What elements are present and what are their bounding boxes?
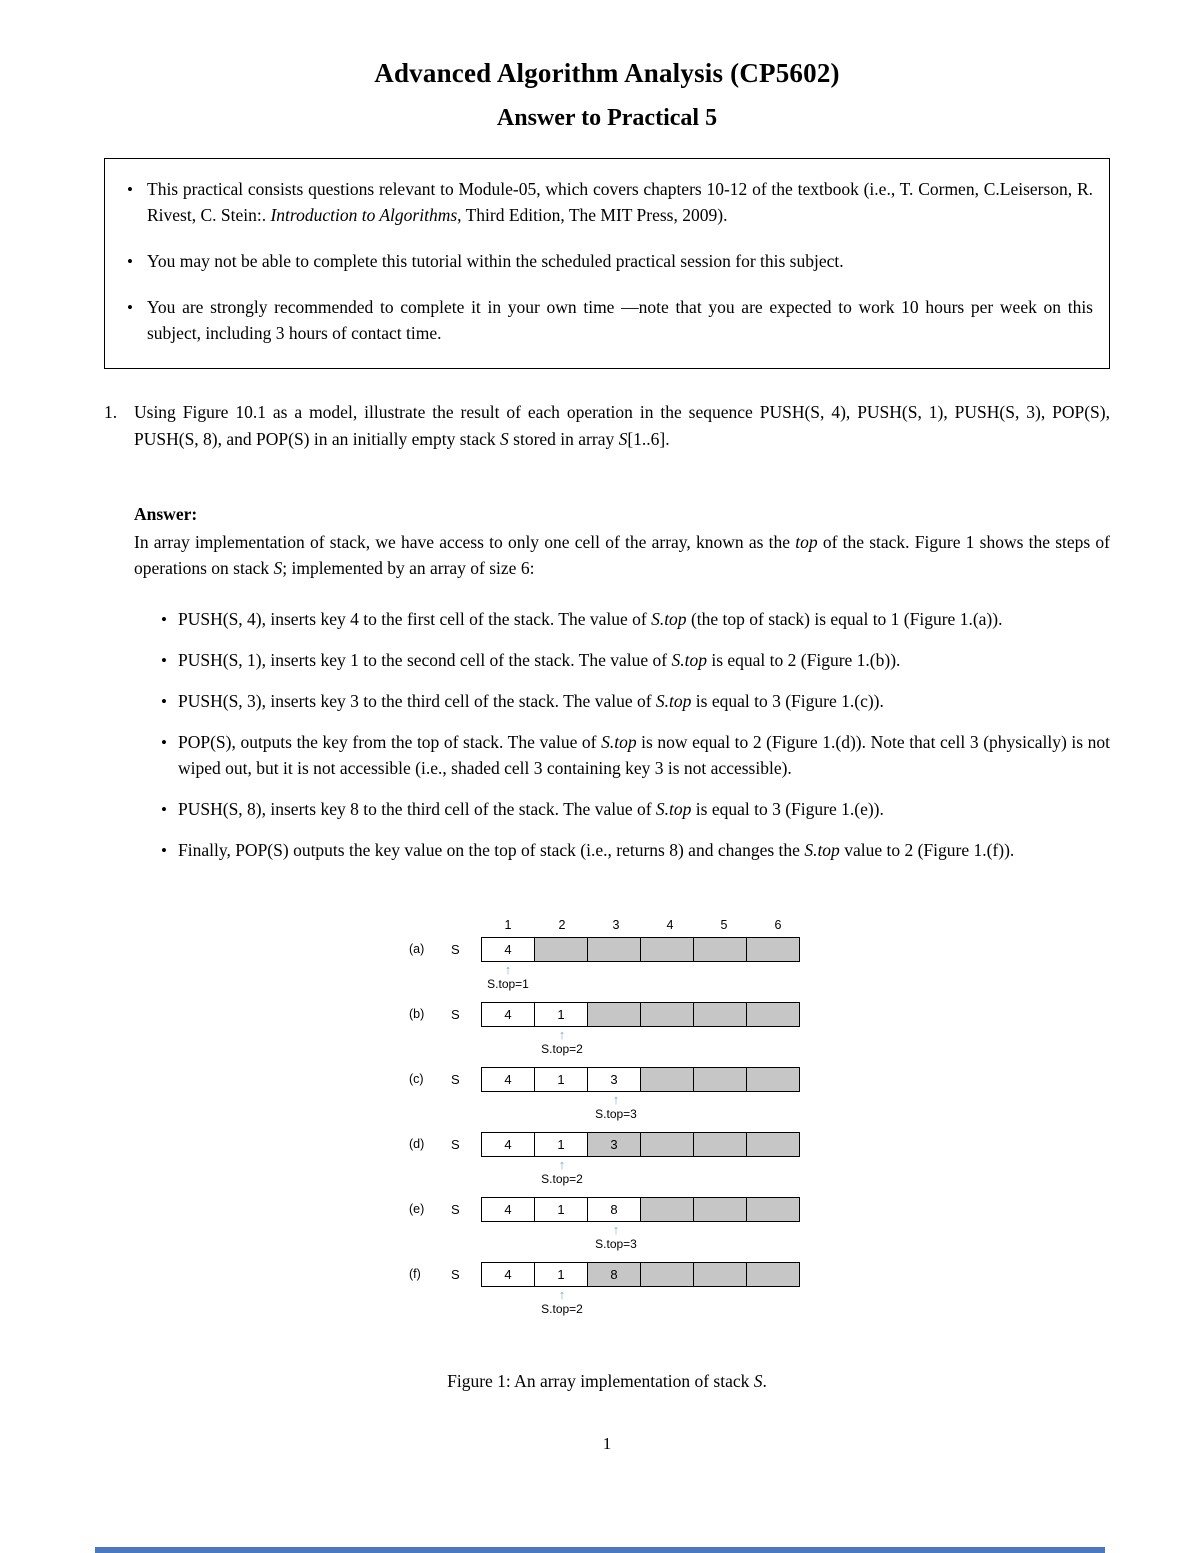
- stack-cell: 3: [588, 1068, 641, 1091]
- answer-section: [134, 504, 1110, 864]
- stack-cell: [694, 1133, 747, 1156]
- top-pointer-row: [409, 1092, 805, 1130]
- text-segment: You are strongly recommended to complete it in your own time —note that you are expected to work 10 hours per week on this subject, including 3 hours of contact time.: [147, 296, 1093, 343]
- stack-cell: [641, 938, 694, 961]
- top-pointer-label: S.top=2: [541, 1301, 583, 1316]
- answer-bullet-text: [178, 730, 1110, 782]
- array-name: S: [451, 1071, 460, 1087]
- stack-cell: [588, 938, 641, 961]
- bullet-icon: •: [161, 840, 167, 860]
- stack-state-row: [409, 1067, 805, 1130]
- stack-array-line: [409, 1197, 805, 1222]
- text-segment: is equal to 3 (Figure 1.(c)).: [691, 691, 884, 712]
- stack-cell: 8: [588, 1198, 641, 1221]
- text-segment: value to 2 (Figure 1.(f)).: [839, 839, 1015, 860]
- stack-cell: [694, 1198, 747, 1221]
- arrow-up-icon: ↑: [558, 1286, 566, 1302]
- answer-bullet-text: [178, 607, 1110, 633]
- text-segment: S.top: [601, 732, 637, 753]
- answer-bullet-text: [178, 838, 1110, 864]
- stack-cell: 3: [588, 1133, 641, 1156]
- stack-cell: [694, 938, 747, 961]
- text-segment: You may not be able to complete this tutorial within the scheduled practical session for this subject.: [147, 250, 844, 271]
- stack-cell: 4: [482, 1068, 535, 1091]
- stack-array: [481, 1067, 800, 1092]
- notice-box: [104, 158, 1110, 369]
- text-segment: S: [618, 428, 628, 449]
- answer-label: Answer:: [134, 503, 198, 524]
- stack-cell: [694, 1263, 747, 1286]
- stack-cell: [641, 1003, 694, 1026]
- text-segment: of the stack. Figure 1 shows the steps of operations on stack: [134, 531, 1111, 579]
- arrow-up-icon: ↑: [612, 1091, 620, 1107]
- figure-caption: [104, 1371, 1110, 1392]
- row-label: (d): [409, 1137, 425, 1152]
- text-segment: S.top: [804, 839, 840, 860]
- top-pointer-label: S.top=3: [595, 1236, 637, 1251]
- arrow-up-icon: ↑: [612, 1221, 620, 1237]
- stack-array-line: [409, 1132, 805, 1157]
- stack-cell: 4: [482, 1003, 535, 1026]
- text-segment: top: [795, 531, 818, 552]
- text-segment: S.top: [651, 609, 687, 630]
- text-segment: .: [762, 1370, 767, 1391]
- top-pointer-row: [409, 1287, 805, 1325]
- notice-item: [113, 249, 1093, 275]
- array-name: S: [451, 1136, 460, 1152]
- figure-stack-diagram: [409, 918, 805, 1325]
- answer-bullet: [134, 797, 1110, 823]
- stack-array-line: [409, 1067, 805, 1092]
- answer-bullet: [134, 607, 1110, 633]
- text-segment: Introduction to Algorithms: [270, 204, 458, 225]
- stack-cell: [747, 1068, 800, 1091]
- bullet-icon: •: [127, 180, 133, 199]
- text-segment: This practical consists questions relevant to Module-05, which covers chapters 10-12 of the textbook (i.e., T. Cormen, C.Leiserson, R. Rivest, C. Stein:.: [147, 179, 1093, 225]
- stack-cell: 1: [535, 1198, 588, 1221]
- stack-cell: [641, 1263, 694, 1286]
- page-title: Advanced Algorithm Analysis (CP5602): [374, 58, 840, 88]
- array-name: S: [451, 941, 460, 957]
- top-pointer-label: S.top=2: [541, 1171, 583, 1186]
- array-name: S: [451, 1266, 460, 1282]
- column-index-label: 2: [558, 917, 566, 932]
- figure-rows: [409, 937, 805, 1325]
- question-1: [104, 399, 1110, 452]
- stack-array: [481, 1197, 800, 1222]
- stack-cell: 1: [535, 1068, 588, 1091]
- top-pointer-row: [409, 1027, 805, 1065]
- text-segment: ; implemented by an array of size 6:: [282, 558, 535, 579]
- text-segment: S: [753, 1370, 763, 1391]
- column-index-label: 4: [666, 917, 674, 932]
- text-segment: PUSH(S, 4), inserts key 4 to the first cell of the stack. The value of: [178, 609, 652, 630]
- text-segment: Finally, POP(S) outputs the key value on the top of stack (i.e., returns 8) and changes the: [178, 839, 805, 860]
- answer-bullet: [134, 648, 1110, 674]
- top-pointer: [541, 1158, 583, 1186]
- text-segment: (the top of stack) is equal to 1 (Figure 1.(a)).: [686, 609, 1003, 630]
- stack-cell: 1: [535, 1133, 588, 1156]
- answer-bullet-text: [178, 648, 1110, 674]
- row-label: (e): [409, 1202, 425, 1217]
- stack-cell: [694, 1068, 747, 1091]
- row-label: (b): [409, 1007, 425, 1022]
- column-index-label: 5: [720, 917, 728, 932]
- text-segment: is equal to 2 (Figure 1.(b)).: [706, 650, 901, 671]
- top-pointer-row: [409, 1157, 805, 1195]
- page-number: 1: [602, 1433, 612, 1453]
- top-pointer-label: S.top=2: [541, 1041, 583, 1056]
- arrow-up-icon: ↑: [558, 1026, 566, 1042]
- figure-column-headers: [481, 918, 805, 932]
- top-pointer: [541, 1288, 583, 1316]
- stack-cell: 1: [535, 1263, 588, 1286]
- stack-state-row: [409, 1262, 805, 1325]
- text-segment: Using Figure 10.1 as a model, illustrate the result of each operation in the sequence PUSH(S, 4), PUSH(S, 1), PUSH(S, 3), POP(S), PUSH(S, 8), and POP(S) in an initially empty stack: [134, 402, 1110, 449]
- stack-cell: 1: [535, 1003, 588, 1026]
- top-pointer-row: [409, 1222, 805, 1260]
- top-pointer-row: [409, 962, 805, 1000]
- stack-cell: 8: [588, 1263, 641, 1286]
- stack-cell: [747, 1263, 800, 1286]
- stack-array: [481, 1262, 800, 1287]
- top-pointer: [487, 963, 529, 991]
- stack-cell: 4: [482, 938, 535, 961]
- row-label: (a): [409, 942, 425, 957]
- notice-text: [147, 295, 1093, 347]
- answer-bullet: [134, 730, 1110, 782]
- stack-state-row: [409, 1132, 805, 1195]
- text-segment: is equal to 3 (Figure 1.(e)).: [691, 798, 884, 819]
- stack-array: [481, 937, 800, 962]
- text-segment: S.top: [655, 798, 692, 819]
- text-segment: S: [273, 558, 283, 579]
- notice-item: [113, 177, 1093, 229]
- bottom-edge-bar: [95, 1547, 1105, 1553]
- answer-bullet-text: [178, 689, 1110, 715]
- stack-array: [481, 1002, 800, 1027]
- stack-cell: [588, 1003, 641, 1026]
- stack-cell: [641, 1198, 694, 1221]
- text-segment: Figure 1: An array implementation of stack: [447, 1370, 754, 1391]
- answer-intro: [134, 529, 1110, 582]
- stack-array-line: [409, 1002, 805, 1027]
- stack-cell: 4: [482, 1133, 535, 1156]
- question-number: 1.: [104, 402, 118, 423]
- stack-cell: [747, 1198, 800, 1221]
- column-index-label: 3: [612, 917, 620, 932]
- bullet-icon: •: [127, 297, 133, 317]
- bullet-icon: •: [127, 251, 133, 271]
- top-pointer-label: S.top=3: [595, 1106, 637, 1121]
- text-segment: PUSH(S, 3), inserts key 3 to the third cell of the stack. The value of: [178, 691, 656, 712]
- bullet-icon: •: [161, 692, 167, 712]
- answer-bullet-list: [134, 607, 1110, 863]
- row-label: (c): [409, 1072, 424, 1087]
- stack-state-row: [409, 937, 805, 1000]
- column-index-label: 1: [504, 917, 512, 932]
- text-segment: S.top: [655, 691, 692, 712]
- top-pointer: [595, 1093, 637, 1121]
- notice-text: [147, 249, 1093, 275]
- bullet-icon: •: [161, 799, 167, 819]
- text-segment: In array implementation of stack, we have access to only one cell of the array, known as the: [134, 531, 796, 552]
- array-name: S: [451, 1006, 460, 1022]
- question-text: [134, 399, 1110, 452]
- stack-cell: [641, 1133, 694, 1156]
- top-pointer: [595, 1223, 637, 1251]
- stack-cell: 4: [482, 1263, 535, 1286]
- answer-bullet-text: [178, 797, 1110, 823]
- stack-cell: [694, 1003, 747, 1026]
- text-segment: is now equal to 2 (Figure 1.(d)). Note that cell 3 (physically) is not wiped out, but it is not accessible (i.e., shaded cell 3 containing key 3 is not accessible).: [178, 732, 1110, 779]
- arrow-up-icon: ↑: [558, 1156, 566, 1172]
- stack-array-line: [409, 937, 805, 962]
- text-segment: S.top: [671, 650, 707, 671]
- text-segment: PUSH(S, 8), inserts key 8 to the third cell of the stack. The value of: [178, 798, 656, 819]
- answer-bullet: [134, 689, 1110, 715]
- text-segment: PUSH(S, 1), inserts key 1 to the second cell of the stack. The value of: [178, 650, 672, 671]
- stack-state-row: [409, 1197, 805, 1260]
- stack-cell: [535, 938, 588, 961]
- stack-state-row: [409, 1002, 805, 1065]
- row-label: (f): [409, 1267, 421, 1282]
- stack-cell: [641, 1068, 694, 1091]
- text-segment: [1..6].: [627, 428, 670, 449]
- stack-cell: [747, 938, 800, 961]
- text-segment: S: [500, 428, 509, 449]
- stack-cell: [747, 1003, 800, 1026]
- bullet-icon: •: [161, 733, 167, 753]
- answer-bullet: [134, 838, 1110, 864]
- arrow-up-icon: ↑: [504, 961, 512, 977]
- top-pointer: [541, 1028, 583, 1056]
- bullet-icon: •: [161, 610, 167, 630]
- notice-item: [113, 295, 1093, 347]
- text-segment: POP(S), outputs the key from the top of stack. The value of: [178, 732, 602, 753]
- text-segment: stored in array: [508, 428, 619, 449]
- stack-array-line: [409, 1262, 805, 1287]
- bullet-icon: •: [161, 651, 167, 671]
- column-index-label: 6: [774, 917, 782, 932]
- notice-text: [147, 177, 1093, 229]
- page-subtitle: Answer to Practical 5: [496, 105, 718, 131]
- stack-array: [481, 1132, 800, 1157]
- stack-cell: 4: [482, 1198, 535, 1221]
- stack-cell: [747, 1133, 800, 1156]
- top-pointer-label: S.top=1: [487, 976, 529, 991]
- text-segment: , Third Edition, The MIT Press, 2009).: [457, 204, 728, 225]
- array-name: S: [451, 1201, 460, 1217]
